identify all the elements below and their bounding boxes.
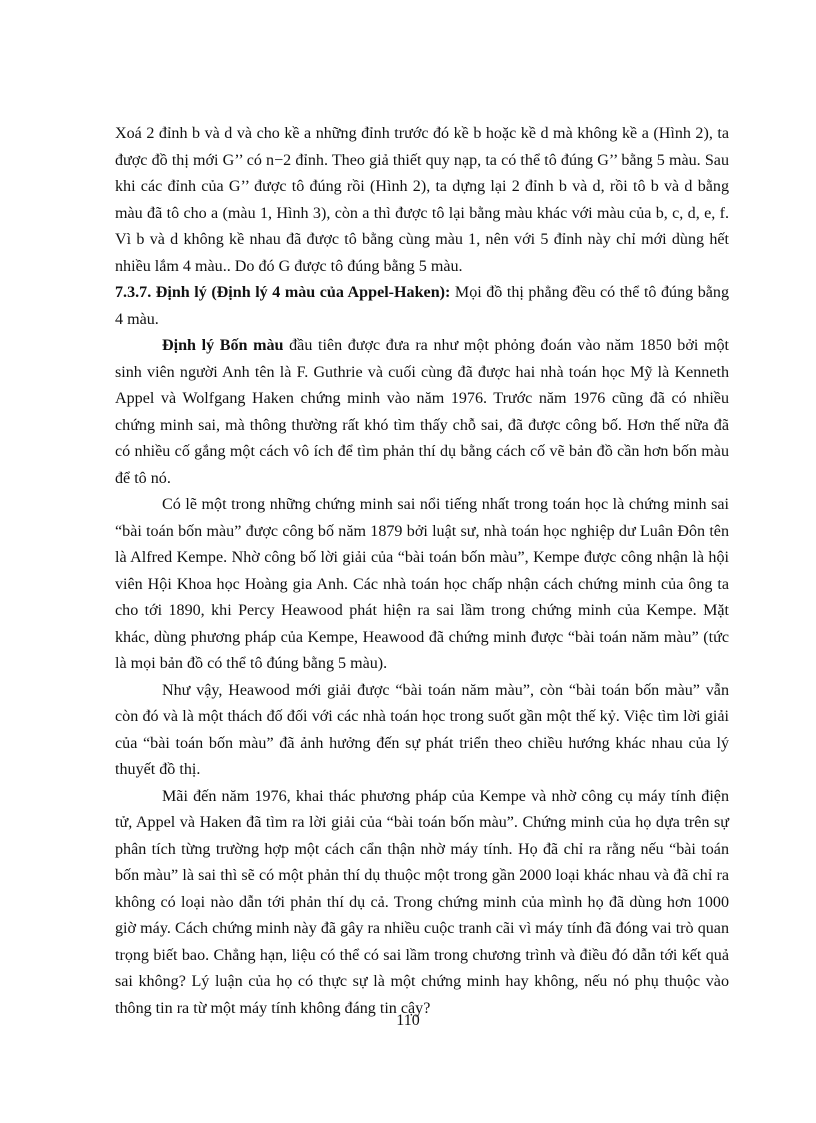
- four-color-term: Định lý Bốn màu: [162, 337, 284, 354]
- paragraph-heawood: Như vậy, Heawood mới giải được “bài toán năm màu”, còn “bài toán bốn màu” vẫn còn đó và là một thách đố đối với các nhà toán học trong suốt gần một thế kỷ. Việc tìm lời giải của “bài toán bốn màu” đã ảnh hưởng đến sự phát triển theo chiều hướng khác nhau của lý thuyết đồ thị.: [115, 681, 729, 778]
- paragraph-kempe: Có lẽ một trong những chứng minh sai nổi tiếng nhất trong toán học là chứng minh sai “bài toán bốn màu” được công bố năm 1879 bởi luật sư, nhà toán học nghiệp dư Luân Đôn tên là Alfred Kempe. Nhờ công bố lời giải của “bài toán bốn màu”, Kempe được công nhận là hội viên Hội Khoa học Hoàng gia Anh. Các nhà toán học chấp nhận cách chứng minh của ông ta cho tới 1890, khi Percy Heawood phát hiện ra sai lầm trong chứng minh của Kempe. Mặt khác, dùng phương pháp của Kempe, Heawood đã chứng minh được “bài toán năm màu” (tức là mọi bản đồ có thể tô đúng bằng 5 màu).: [115, 496, 729, 672]
- paragraph-history: [115, 333, 729, 492]
- page-body: [115, 121, 729, 1022]
- paragraph-proof-end: Xoá 2 đỉnh b và d và cho kề a những đỉnh trước đó kề b hoặc kề d mà không kề a (Hình 2), ta được đồ thị mới G’’ có n−2 đỉnh. Theo giả thiết quy nạp, ta có thể tô đúng G’’ bằng 5 màu. Sau khi các đỉnh của G’’ được tô đúng rồi (Hình 2), ta dựng lại 2 đỉnh b và d, rồi tô b và d bằng màu đã tô cho a (màu 1, Hình 3), còn a thì được tô lại bằng màu khác với màu của b, c, d, e, f. Vì b và d không kề nhau đã được tô bằng cùng màu 1, nên với 5 đỉnh này chỉ mới dùng hết nhiều lắm 4 màu.. Do đó G được tô đúng bằng 5 màu.: [115, 125, 729, 275]
- page-number: 110: [396, 1012, 420, 1029]
- paragraph-history-text: đầu tiên được đưa ra như một phỏng đoán vào năm 1850 bởi một sinh viên người Anh tên là F. Guthrie và cuối cùng đã được hai nhà toán học Mỹ là Kenneth Appel và Wolfgang Haken chứng minh vào năm 1976. Trước năm 1976 cũng đã có nhiều chứng minh sai, mà thông thường rất khó tìm thấy chỗ sai, đã được công bố. Hơn thế nữa đã có nhiều cố gắng một cách vô ích để tìm phản thí dụ bằng cách cố vẽ bản đồ cần hơn bốn màu để tô nó.: [115, 337, 729, 487]
- theorem-heading: 7.3.7. Định lý (Định lý 4 màu của Appel-Haken):: [115, 284, 451, 301]
- theorem-statement: Mọi đồ thị phẳng đều có thể tô đúng bằng 4 màu.: [115, 284, 729, 328]
- paragraph-appel-haken: Mãi đến năm 1976, khai thác phương pháp của Kempe và nhờ công cụ máy tính điện tử, Appel và Haken đã tìm ra lời giải của “bài toán bốn màu”. Chứng minh của họ dựa trên sự phân tích từng trường hợp một cách cẩn thận nhờ máy tính. Họ đã chỉ ra rằng nếu “bài toán bốn màu” là sai thì sẽ có một phản thí dụ thuộc một trong gần 2000 loại khác nhau và đã chỉ ra không có loại nào dẫn tới phản thí dụ cả. Trong chứng minh của mình họ đã dùng hơn 1000 giờ máy. Cách chứng minh này đã gây ra nhiều cuộc tranh cãi vì máy tính đã đóng vai trò quan trọng biết bao. Chẳng hạn, liệu có thể có sai lầm trong chương trình và điều đó dẫn tới kết quả sai không? Lý luận của họ có thực sự là một chứng minh hay không, nếu nó phụ thuộc vào thông tin ra từ một máy tính không đáng tin cậy?: [115, 787, 729, 1017]
- theorem-paragraph: [115, 280, 729, 333]
